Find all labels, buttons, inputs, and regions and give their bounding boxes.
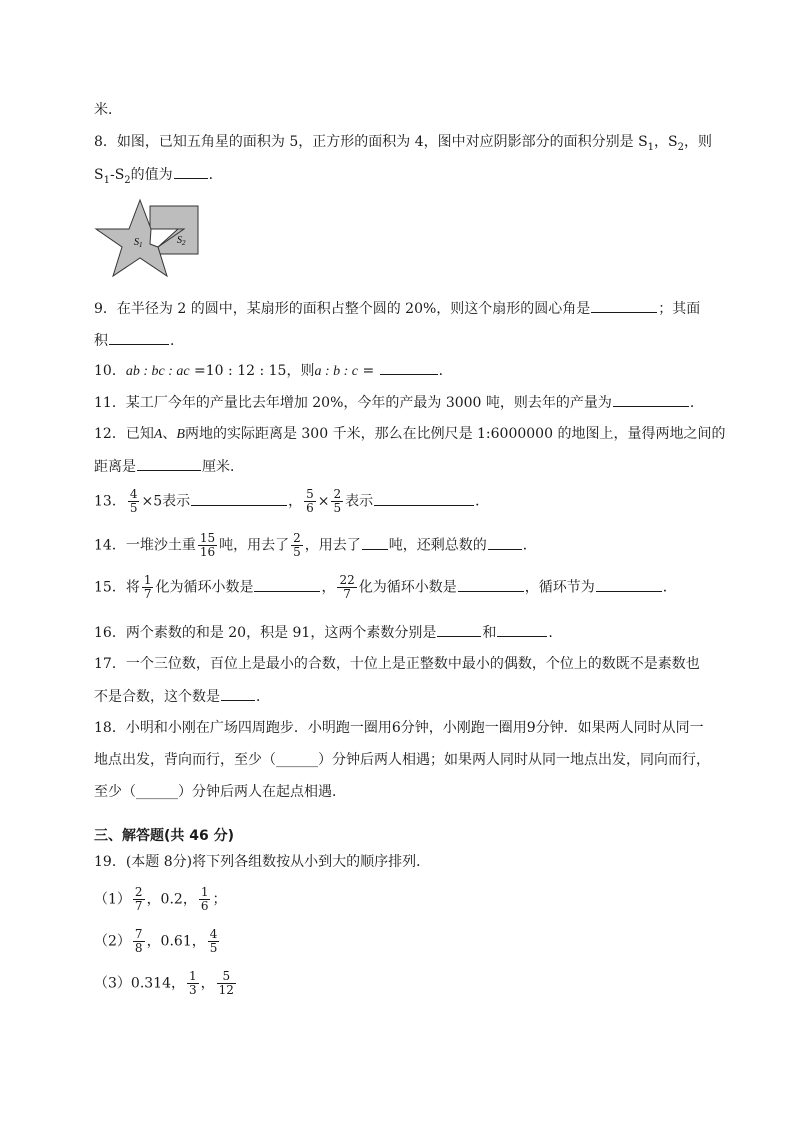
- fraction: $\frac{4}{5}$: [129, 487, 138, 515]
- question-9-line-2: 积 ．: [94, 330, 184, 351]
- answer-blank[interactable]: [591, 298, 657, 313]
- question-18-line-3: 至少（______）分钟后两人在起点相遇．: [94, 784, 346, 800]
- answer-blank[interactable]: [613, 392, 689, 407]
- answer-blank[interactable]: [221, 686, 255, 701]
- fraction: $\frac{1}{6}$: [200, 885, 209, 913]
- answer-blank[interactable]: [254, 577, 320, 592]
- answer-blank[interactable]: [137, 456, 201, 471]
- question-18-line-1: 18．小明和小刚在广场四周跑步．小明跑一圈用6分钟，小刚跑一圈用9分钟．如果两人同时从同一: [94, 720, 704, 736]
- question-19-part-2: （2） $\frac{7}{8}$ ，0.61， $\frac{4}{5}$: [94, 927, 218, 955]
- answer-blank[interactable]: [380, 360, 438, 375]
- answer-blank[interactable]: [488, 535, 522, 550]
- answer-blank[interactable]: [174, 164, 208, 179]
- fraction: $\frac{1}{7}$: [143, 573, 152, 601]
- label-s1: $S_1$: [134, 237, 143, 249]
- fraction: $\frac{2}{5}$: [333, 487, 342, 515]
- answer-blank[interactable]: [458, 577, 524, 592]
- answer-blank[interactable]: [497, 622, 547, 637]
- fraction: $\frac{5}{6}$: [306, 487, 314, 515]
- question-18-line-2: 地点出发，背向而行，至少（______）分钟后两人相遇；如果两人同时从同一地点出发，同向而行，: [94, 752, 710, 768]
- fraction: $\frac{1}{3}$: [189, 969, 197, 997]
- star-square-figure: [94, 198, 202, 278]
- answer-blank[interactable]: [109, 330, 169, 345]
- line-continuation: 米．: [94, 102, 122, 118]
- fraction: $\frac{7}{8}$: [134, 927, 143, 955]
- label-s2: $S_2$: [177, 235, 186, 247]
- answer-blank[interactable]: [362, 535, 388, 550]
- fraction: $\frac{5}{12}$: [218, 969, 234, 997]
- answer-blank[interactable]: [596, 577, 662, 592]
- question-19-part-3: （3）0.314， $\frac{1}{3}$ ， $\frac{5}{12}$: [94, 969, 234, 997]
- question-11: 11．某工厂今年的产量比去年增加 20%，今年的产最为 3000 吨，则去年的产量为 ．: [94, 392, 704, 413]
- question-10: 10．ab : bc : ac =10 : 12 : 15，则a : b : c = ．: [94, 360, 453, 382]
- question-12-line-1: 12．已知A、B两地的实际距离是 300 千米，那么在比例尺是 1:6000000 的地图上，量得两地之间的: [94, 426, 726, 442]
- fraction: $\frac{4}{5}$: [209, 927, 218, 955]
- question-8-line-1: 8．如图，已知五角星的面积为 5，正方形的面积为 4，图中对应阴影部分的面积分别是 $S_1$，$S_2$，则: [94, 134, 713, 153]
- question-17-line-1: 17．一个三位数，百位上是最小的合数，十位上是正整数中最小的偶数，个位上的数既不是素数也: [94, 656, 700, 672]
- section-3-heading: 三、解答题(共 46 分): [94, 828, 235, 844]
- fraction: $\frac{2}{5}$: [293, 531, 301, 559]
- answer-blank[interactable]: [374, 491, 474, 506]
- question-14: 14．一堆沙土重 $\frac{15}{16}$ 吨，用去了 $\frac{2}{5}$ ，用去了 吨，还剩总数的 ．: [94, 531, 537, 559]
- fraction: $\frac{2}{7}$: [134, 885, 143, 913]
- fraction: $\frac{15}{16}$: [199, 531, 216, 559]
- question-9-line-1: 9．在半径为 2 的圆中，某扇形的面积占整个圆的 20%，则这个扇形的圆心角是 ；其面: [94, 298, 700, 319]
- question-19-part-1: （1） $\frac{2}{7}$ ，0.2， $\frac{1}{6}$ ；: [94, 885, 227, 913]
- answer-blank[interactable]: [191, 491, 287, 506]
- question-13: 13． $\frac{4}{5}$ ×5表示 ， $\frac{5}{6}$ × $\frac{2}{5}$ 表示 ．: [94, 487, 490, 515]
- question-17-line-2: 不是合数，这个数是 ．: [94, 686, 270, 707]
- question-16: 16．两个素数的和是 20，积是 91，这两个素数分别是 和 .: [94, 622, 553, 643]
- question-15: 15．将 $\frac{1}{7}$ 化为循环小数是 ， $\frac{22}{7}$ 化为循环小数是 ，循环节为 ．: [94, 573, 677, 601]
- question-12-line-2: 距离是 厘米．: [94, 456, 244, 477]
- fraction: $\frac{22}{7}$: [339, 573, 355, 601]
- answer-blank[interactable]: [437, 622, 481, 637]
- question-19: 19．(本题 8分)将下列各组数按从小到大的顺序排列．: [94, 854, 431, 870]
- question-8-line-2: $S_1-S_2$的值为 ．: [94, 164, 223, 191]
